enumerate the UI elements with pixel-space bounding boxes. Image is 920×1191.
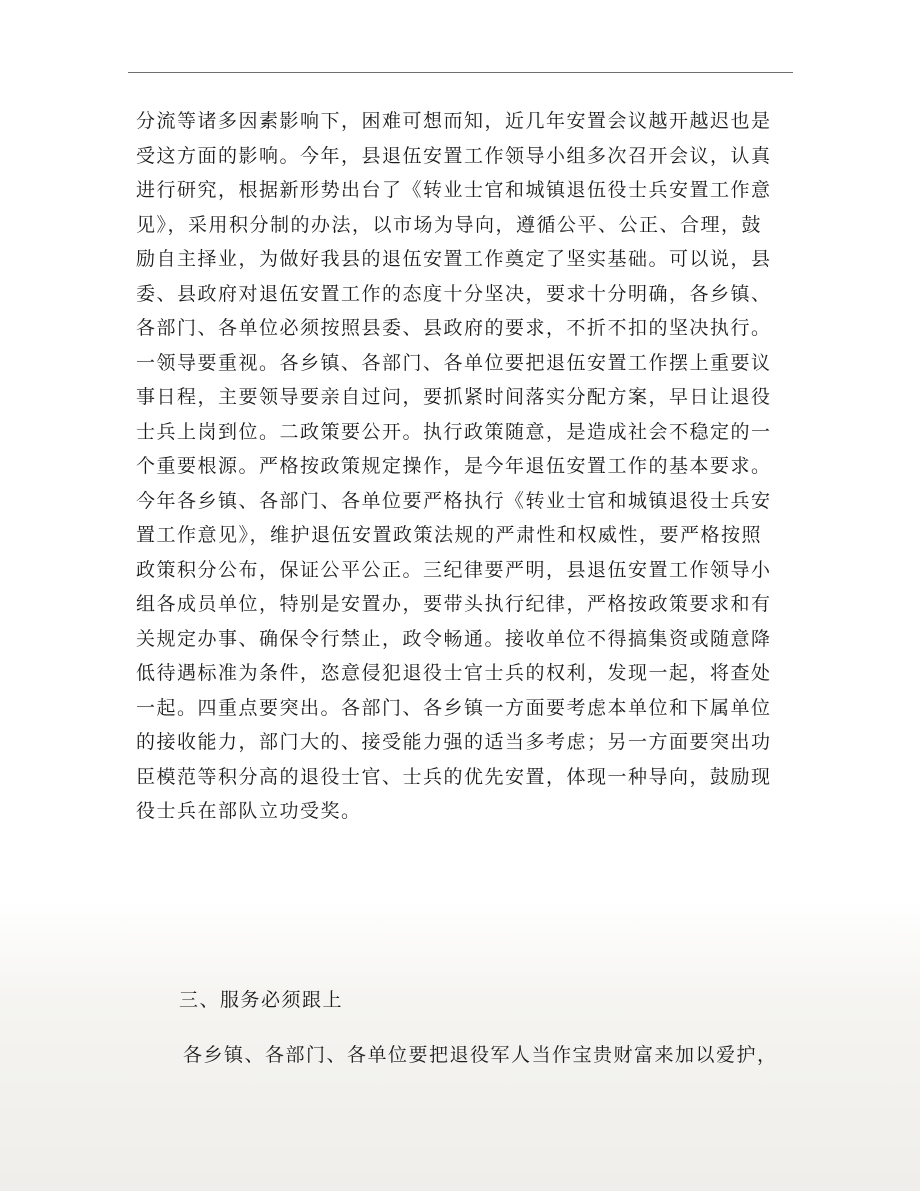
text-line: 低待遇标准为条件，恣意侵犯退役士官士兵的权利，发现一起，将查处 bbox=[136, 662, 772, 684]
text-line: 士兵上岗到位。二政策要公开。执行政策随意，是造成社会不稳定的一 bbox=[136, 420, 772, 443]
text-line: 事日程，主要领导要亲自过问，要抓紧时间落实分配方案，早日让退役 bbox=[136, 386, 772, 408]
text-line: 的接收能力，部门大的、接受能力强的适当多考虑；另一方面要突出功 bbox=[136, 731, 772, 753]
section-heading: 三、服务必须跟上 bbox=[179, 989, 344, 1011]
text-line: 今年各乡镇、各部门、各单位要严格执行《转业士官和城镇退役士兵安 bbox=[136, 489, 772, 512]
text-line: 分流等诸多因素影响下，困难可想而知，近几年安置会议越开越迟也是 bbox=[136, 110, 772, 132]
text-line: 委、县政府对退伍安置工作的态度十分坚决，要求十分明确，各乡镇、 bbox=[136, 282, 772, 305]
text-line: 臣模范等积分高的退役士官、士兵的优先安置，体现一种导向，鼓励现 bbox=[136, 765, 772, 788]
text-line: 见》，采用积分制的办法，以市场为导向，遵循公平、公正、合理，鼓 bbox=[136, 213, 763, 236]
text-line: 役士兵在部队立功受奖。 bbox=[136, 800, 362, 822]
header-rule bbox=[128, 72, 793, 73]
text-line: 进行研究，根据新形势出台了《转业士官和城镇退伍役士兵安置工作意 bbox=[136, 179, 772, 201]
paragraph-start: 各乡镇、各部门、各单位要把退役军人当作宝贵财富来加以爱护， bbox=[183, 1044, 778, 1066]
text-line: 置工作意见》，维护退伍安置政策法规的严肃性和权威性，要严格按照 bbox=[136, 524, 763, 546]
text-line: 励自主择业，为做好我县的退伍安置工作奠定了坚实基础。可以说，县 bbox=[136, 248, 772, 270]
text-line: 一领导要重视。各乡镇、各部门、各单位要把退伍安置工作摆上重要议 bbox=[136, 351, 772, 374]
text-line: 个重要根源。严格按政策规定操作，是今年退伍安置工作的基本要求。 bbox=[136, 455, 772, 477]
text-line: 各部门、各单位必须按照县委、县政府的要求，不折不扣的坚决执行。 bbox=[136, 317, 772, 339]
text-line: 关规定办事、确保令行禁止，政令畅通。接收单位不得搞集资或随意降 bbox=[136, 627, 772, 650]
text-line: 组各成员单位，特别是安置办，要带头执行纪律，严格按政策要求和有 bbox=[136, 593, 772, 615]
text-line: 政策积分公布，保证公平公正。三纪律要严明，县退伍安置工作领导小 bbox=[136, 558, 772, 581]
text-line: 受这方面的影响。今年，县退伍安置工作领导小组多次召开会议，认真 bbox=[136, 144, 772, 167]
text-line: 一起。四重点要突出。各部门、各乡镇一方面要考虑本单位和下属单位 bbox=[136, 696, 772, 719]
body-paragraph bbox=[136, 104, 796, 829]
